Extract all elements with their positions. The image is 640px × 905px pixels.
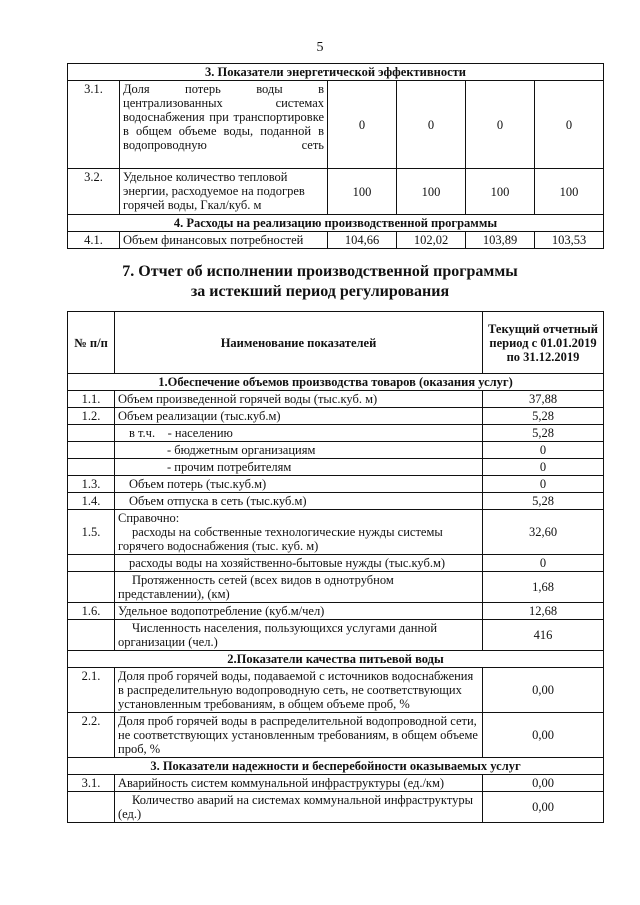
row-name: Доля потерь воды в централизованных системах водоснабжения при транспортировке в общем объеме воды, поданной в водопроводную сеть xyxy=(120,81,328,169)
row-name: в т.ч. - населению xyxy=(115,425,483,442)
row-label: Справочно: xyxy=(118,511,180,525)
row-number: 1.5. xyxy=(68,510,115,555)
table-row xyxy=(68,603,604,620)
section-row xyxy=(68,758,604,775)
heading-line: 7. Отчет об исполнении производственной программы xyxy=(122,263,518,280)
value-cell: 102,02 xyxy=(397,232,466,249)
header-period: Текущий отчетный период с 01.01.2019 по 31.12.2019 xyxy=(483,312,604,374)
section-heading xyxy=(0,262,640,302)
table-row xyxy=(68,232,604,249)
table-row xyxy=(68,713,604,758)
row-name: Удельное количество тепловой энергии, расходуемое на подогрев горячей воды, Гкал/куб. м xyxy=(120,169,328,215)
value-cell: 5,28 xyxy=(483,408,604,425)
table-row xyxy=(68,442,604,459)
value-cell: 0,00 xyxy=(483,668,604,713)
row-number: 1.4. xyxy=(68,493,115,510)
value-cell: 0 xyxy=(483,459,604,476)
table-row xyxy=(68,668,604,713)
row-name: - прочим потребителям xyxy=(115,459,483,476)
table-row xyxy=(68,510,604,555)
row-name: - бюджетным организациям xyxy=(115,442,483,459)
value-cell: 0 xyxy=(535,81,604,169)
table-row xyxy=(68,391,604,408)
production-report-table xyxy=(67,311,604,823)
page-number: 5 xyxy=(316,40,324,55)
value-cell: 5,28 xyxy=(483,425,604,442)
row-number: 3.2. xyxy=(68,169,120,215)
row-number: 4.1. xyxy=(68,232,120,249)
value-cell: 416 xyxy=(483,620,604,651)
row-name: Объем произведенной горячей воды (тыс.куб. м) xyxy=(115,391,483,408)
row-number: 3.1. xyxy=(68,775,115,792)
value-cell: 100 xyxy=(328,169,397,215)
row-name: Численность населения, пользующихся услугами данной организации (чел.) xyxy=(115,620,483,651)
row-name: Доля проб горячей воды в распределительной водопроводной сети, не соответствующих установленным требованиям, в общем объеме проб, % xyxy=(115,713,483,758)
row-number: 1.2. xyxy=(68,408,115,425)
value-cell: 0 xyxy=(483,555,604,572)
row-number: 1.1. xyxy=(68,391,115,408)
section-row xyxy=(68,215,604,232)
table-header-row xyxy=(68,312,604,374)
table-row xyxy=(68,169,604,215)
value-cell: 5,28 xyxy=(483,493,604,510)
table-row xyxy=(68,620,604,651)
row-name: Доля проб горячей воды, подаваемой с источников водоснабжения в распределительную водопроводную сеть, не соответствующих установленным требованиям, в общем объеме проб, % xyxy=(115,668,483,713)
row-name: Объем финансовых потребностей xyxy=(120,232,328,249)
section-title: 1.Обеспечение объемов производства товаров (оказания услуг) xyxy=(68,374,604,391)
row-number: 2.2. xyxy=(68,713,115,758)
row-name: расходы воды на хозяйственно-бытовые нужды (тыс.куб.м) xyxy=(115,555,483,572)
header-name: Наименование показателей xyxy=(115,312,483,374)
table-row xyxy=(68,792,604,823)
table-row xyxy=(68,555,604,572)
table-row xyxy=(68,476,604,493)
section-row xyxy=(68,651,604,668)
section-title: 3. Показатели энергетической эффективности xyxy=(68,64,604,81)
row-name: Аварийность систем коммунальной инфраструктуры (ед./км) xyxy=(115,775,483,792)
value-cell: 100 xyxy=(397,169,466,215)
row-text: расходы на собственные технологические нужды системы горячего водоснабжения (тыс. куб. м) xyxy=(118,525,443,553)
section-title: 3. Показатели надежности и бесперебойности оказываемых услуг xyxy=(68,758,604,775)
row-name: Объем потерь (тыс.куб.м) xyxy=(115,476,483,493)
value-cell: 0,00 xyxy=(483,775,604,792)
row-name: Количество аварий на системах коммунальной инфраструктуры (ед.) xyxy=(115,792,483,823)
energy-efficiency-table xyxy=(67,63,604,249)
row-number: 1.6. xyxy=(68,603,115,620)
value-cell: 0 xyxy=(397,81,466,169)
value-cell: 0 xyxy=(483,476,604,493)
table-row xyxy=(68,775,604,792)
value-cell: 100 xyxy=(466,169,535,215)
value-cell: 0,00 xyxy=(483,792,604,823)
value-cell: 103,89 xyxy=(466,232,535,249)
value-cell: 37,88 xyxy=(483,391,604,408)
value-cell: 32,60 xyxy=(483,510,604,555)
table-row xyxy=(68,425,604,442)
value-cell: 1,68 xyxy=(483,572,604,603)
row-name: Объем отпуска в сеть (тыс.куб.м) xyxy=(115,493,483,510)
section-title: 2.Показатели качества питьевой воды xyxy=(68,651,604,668)
table-row xyxy=(68,459,604,476)
header-num: № п/п xyxy=(68,312,115,374)
value-cell: 0,00 xyxy=(483,713,604,758)
table-row xyxy=(68,408,604,425)
table-row xyxy=(68,81,604,169)
row-name xyxy=(115,510,483,555)
row-number: 2.1. xyxy=(68,668,115,713)
value-cell: 100 xyxy=(535,169,604,215)
value-cell: 103,53 xyxy=(535,232,604,249)
table-row xyxy=(68,572,604,603)
value-cell: 0 xyxy=(328,81,397,169)
table-row xyxy=(68,493,604,510)
section-title: 4. Расходы на реализацию производственной программы xyxy=(68,215,604,232)
row-name: Удельное водопотребление (куб.м/чел) xyxy=(115,603,483,620)
value-cell: 0 xyxy=(483,442,604,459)
section-row xyxy=(68,374,604,391)
row-name: Объем реализации (тыс.куб.м) xyxy=(115,408,483,425)
heading-line: за истекший период регулирования xyxy=(190,283,450,300)
value-cell: 12,68 xyxy=(483,603,604,620)
section-row xyxy=(68,64,604,81)
value-cell: 104,66 xyxy=(328,232,397,249)
row-number: 1.3. xyxy=(68,476,115,493)
value-cell: 0 xyxy=(466,81,535,169)
row-name: Протяженность сетей (всех видов в однотрубном представлении), (км) xyxy=(115,572,483,603)
row-number: 3.1. xyxy=(68,81,120,169)
